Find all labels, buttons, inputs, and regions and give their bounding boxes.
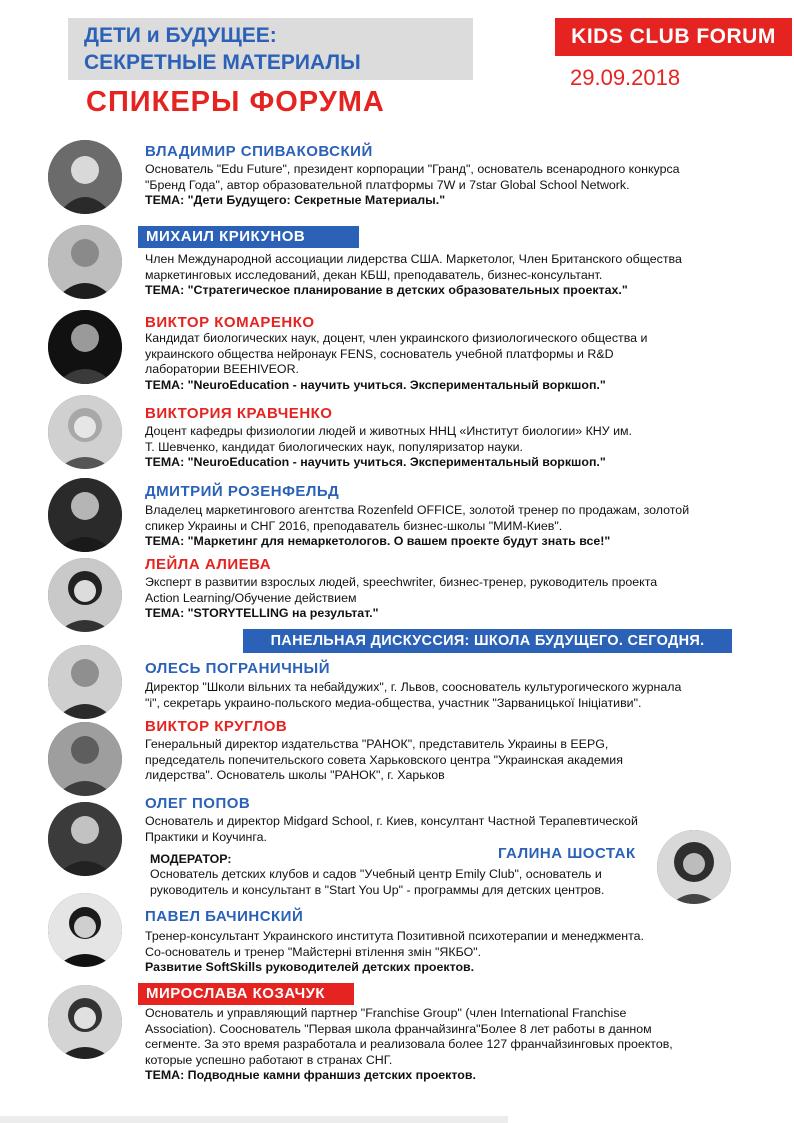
description-line: Генеральный директор издательства "РАНОК", представитель Украины в EEPG, — [145, 737, 609, 751]
description-line: Основатель "Edu Future", президент корпорации "Гранд", основатель всенародного конкурса — [145, 162, 680, 176]
panelist-photo — [48, 722, 122, 796]
panelist-photo — [48, 802, 122, 876]
speaker-name: МИРОСЛАВА КОЗАЧУК — [138, 983, 354, 1005]
page-subtitle: СПИКЕРЫ ФОРУМА — [86, 86, 385, 118]
description-line: Член Международной ассоциации лидерства США. Маркетолог, Член Британского общества — [145, 252, 682, 266]
speaker-description — [145, 503, 785, 550]
speaker-topic: ТЕМА: "NeuroEducation - научить учиться. Экспериментальный воркшоп." — [145, 377, 606, 392]
description-line: Владелец маркетингового агентства Rozenfeld OFFICE, золотой тренер по продажам, золотой — [145, 503, 690, 517]
speaker-photo — [48, 225, 122, 299]
speaker-name: ВИКТОРИЯ КРАВЧЕНКО — [145, 405, 333, 422]
description-line: Association). Сооснователь "Первая школа франчайзинга"Более 8 лет работы в данном — [145, 1021, 652, 1036]
speaker-topic: ТЕМА: "NeuroEducation - научить учиться. Экспериментальный воркшоп." — [145, 455, 606, 470]
speaker-photo — [48, 478, 122, 552]
speaker-description — [145, 424, 785, 471]
speaker-photo — [48, 558, 122, 632]
panel-discussion-banner: ПАНЕЛЬНАЯ ДИСКУССИЯ: ШКОЛА БУДУЩЕГО. СЕГОДНЯ. — [243, 629, 732, 653]
event-title-line-1: ДЕТИ и БУДУЩЕЕ: — [84, 24, 277, 47]
speaker-name: ЛЕЙЛА АЛИЕВА — [145, 556, 272, 573]
panelist-name: ОЛЕГ ПОПОВ — [145, 795, 251, 812]
speaker-description — [145, 1006, 785, 1084]
speaker-description — [145, 929, 785, 976]
description-line: Action Learning/Обучение действием — [145, 590, 357, 605]
description-line: Тренер-консультант Украинского института Позитивной психотерапии и менеджмента. — [145, 929, 644, 943]
speaker-topic: ТЕМА: "Маркетинг для немаркетологов. О вашем проекте будут знать все!" — [145, 534, 611, 549]
description-line: лидерства". Основатель школы "РАНОК", г. Харьков — [145, 768, 445, 783]
description-line: Доцент кафедры физиологии людей и животных ННЦ «Институт биологии» КНУ им. — [145, 424, 632, 438]
speaker-name: ДМИТРИЙ РОЗЕНФЕЛЬД — [145, 483, 340, 500]
speaker-description — [145, 252, 785, 299]
panelist-photo — [48, 645, 122, 719]
panelist-name: ОЛЕСЬ ПОГРАНИЧНЫЙ — [145, 660, 331, 677]
speaker-topic: ТЕМА: "Стратегическое планирование в детских образовательных проектах." — [145, 283, 628, 298]
description-line: лаборатории BEEHIVEOR. — [145, 362, 299, 377]
speaker-name: ВЛАДИМИР СПИВАКОВСКИЙ — [145, 143, 373, 160]
speaker-topic: ТЕМА: Подводные камни франшиз детских проектов. — [145, 1068, 476, 1083]
event-date: 29.09.2018 — [570, 65, 681, 90]
speaker-topic: Развитие SoftSkills руководителей детских проектов. — [145, 960, 475, 975]
description-line: спикер Украины и СНГ 2016, преподаватель бизнес-школы "МИМ-Киев". — [145, 518, 563, 533]
description-line: "і", секретарь украино-польского медиа-общества, участник "Зарваницької Ініціативи". — [145, 695, 642, 710]
speaker-description — [145, 575, 785, 622]
description-line: Основатель детских клубов и садов "Учебный центр Emily Club", основатель и — [150, 867, 602, 881]
description-line: Директор "Школи вільних та небайдужих", г. Львов, сооснователь культурогического журнала — [145, 680, 682, 694]
speaker-photo — [48, 893, 122, 967]
speaker-name: МИХАИЛ КРИКУНОВ — [138, 226, 359, 248]
description-line: Основатель и директор Midgard School, г. Киев, консултант Частной Терапевтической — [145, 814, 638, 828]
speaker-photo — [48, 140, 122, 214]
speaker-photo — [48, 310, 122, 384]
brand-badge: KIDS CLUB FORUM — [555, 18, 792, 56]
description-line: Основатель и управляющий партнер "Franchise Group" (член International Franchise — [145, 1006, 627, 1020]
description-line: Кандидат биологических наук, доцент, член украинского физиологического общества и — [145, 331, 648, 345]
description-line: Т. Шевченко, кандидат биологических наук, популяризатор науки. — [145, 439, 523, 454]
description-line: Практики и Коучинга. — [145, 829, 267, 844]
speaker-name: ВИКТОР КОМАРЕНКО — [145, 314, 315, 331]
description-line: украинского общества нейронаук FENS, соснователь учебной платформы и R&D — [145, 346, 614, 361]
panelist-description — [145, 680, 785, 711]
moderator-label: МОДЕРАТОР: — [150, 852, 232, 866]
description-line: председатель попечительского совета Харьковского центра "Украинская академия — [145, 752, 623, 767]
speaker-name: ПАВЕЛ БАЧИНСКИЙ — [145, 908, 304, 925]
description-line: сегменте. За это время разработала и реализовала более 127 франчайзинговых проектов, — [145, 1037, 673, 1052]
event-title-line-2: СЕКРЕТНЫЕ МАТЕРИАЛЫ — [84, 51, 361, 74]
moderator-photo — [657, 830, 731, 904]
speaker-topic: ТЕМА: "STORYTELLING на результат." — [145, 606, 379, 621]
panelist-name: ВИКТОР КРУГЛОВ — [145, 718, 288, 735]
moderator-name: ГАЛИНА ШОСТАК — [498, 845, 636, 862]
description-line: Со-основатель и тренер "Майстерні втілення змін "ЯКБО". — [145, 944, 482, 959]
speaker-photo — [48, 985, 122, 1059]
description-line: Эксперт в развитии взрослых людей, speechwriter, бизнес-тренер, руководитель проекта — [145, 575, 658, 589]
description-line: которые успешно работают в странах СНГ. — [145, 1052, 393, 1067]
speaker-topic: ТЕМА: "Дети Будущего: Секретные Материалы." — [145, 193, 446, 208]
description-line: маркетинговых исследований, декан КБШ, преподаватель, бизнес-консультант. — [145, 267, 603, 282]
panelist-description — [145, 737, 785, 784]
speaker-description — [145, 331, 785, 393]
speaker-description — [145, 162, 785, 209]
bottom-decorative-strip — [0, 1116, 508, 1123]
description-line: "Бренд Года", автор образовательной платформы 7W и 7star Global School Network. — [145, 177, 630, 192]
description-line: руководитель и консультант в "Start You Up" - программы для детских центров. — [150, 882, 605, 897]
speaker-photo — [48, 395, 122, 469]
moderator-description — [150, 867, 650, 898]
